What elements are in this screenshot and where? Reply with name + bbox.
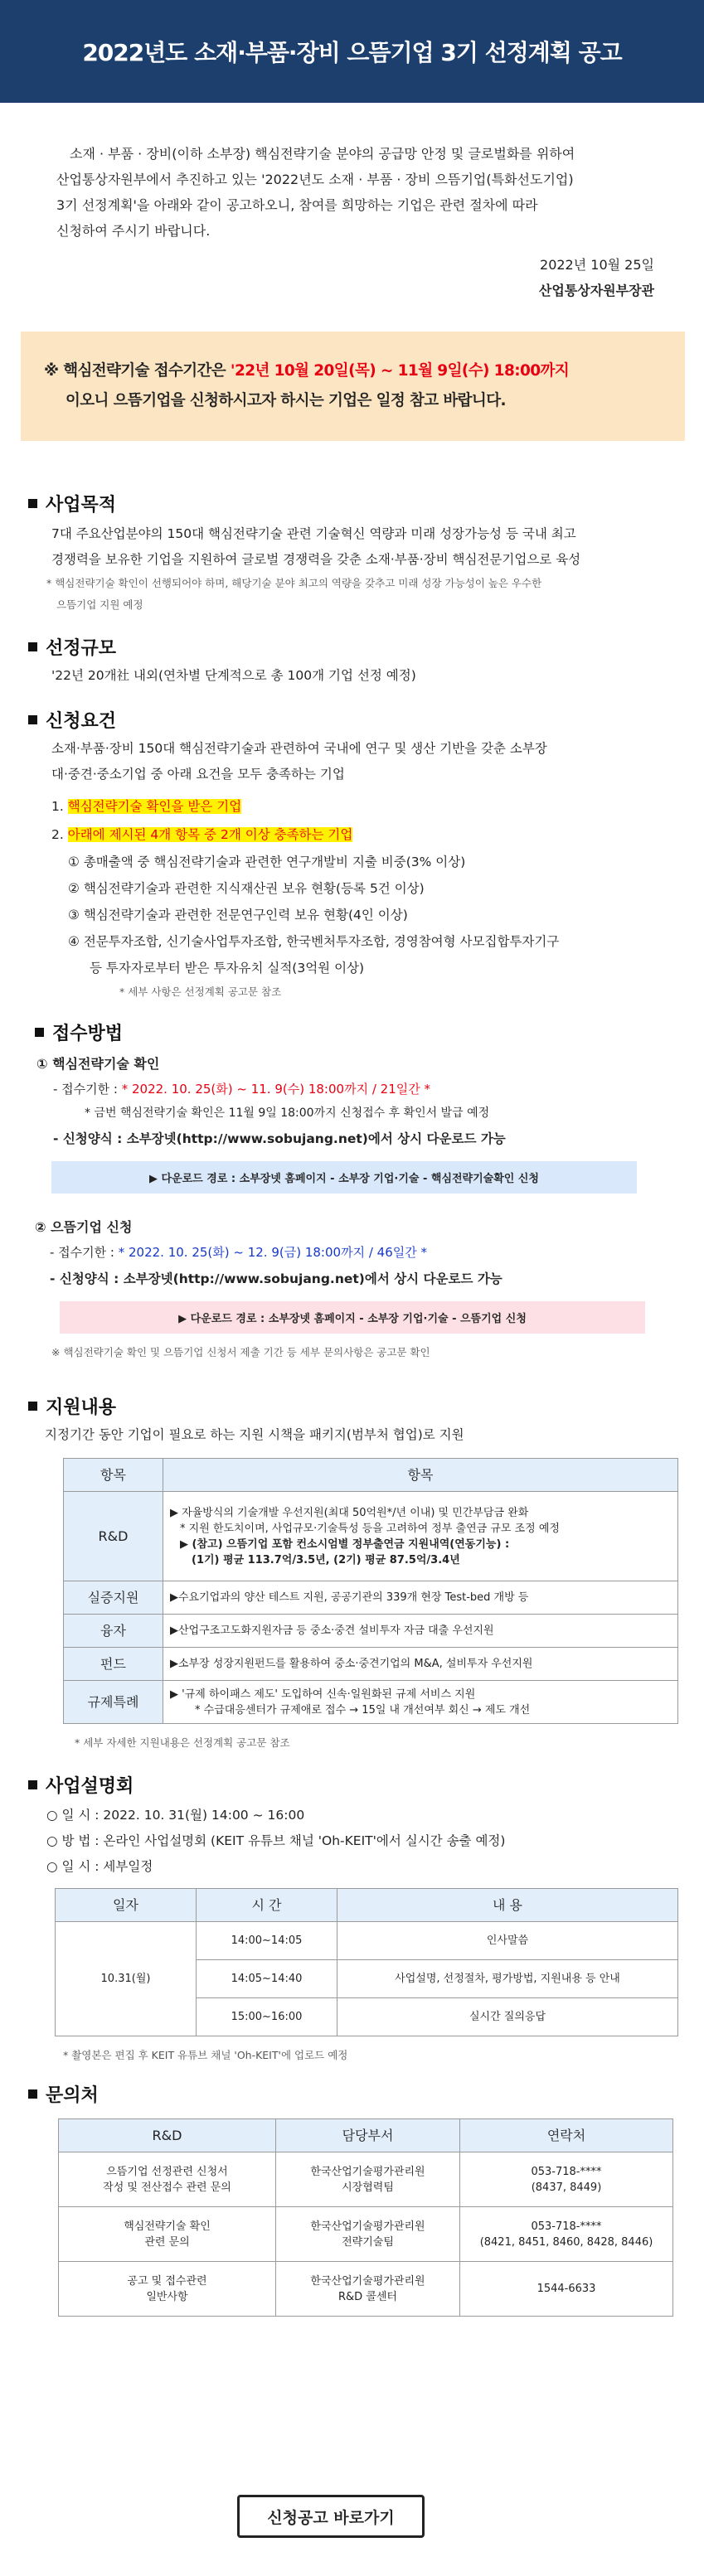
section-title-text: 사업설명회 [46, 1776, 134, 1797]
briefing-table [55, 1888, 678, 2036]
square-bullet-icon [35, 1028, 44, 1037]
cell-line: ▶ '규제 하이패스 제도' 도입하여 신속·일원화된 규제 서비스 지원 [170, 1687, 476, 1701]
table-header: 내 용 [337, 1889, 678, 1922]
download-path-bar[interactable]: ▶ 다운로드 경로 : 소부장넷 홈페이지 - 소부장 기업·기술 - 핵심전략기술확인 신청 [51, 1161, 637, 1194]
section-title-text: 접수방법 [52, 1024, 124, 1044]
cell-line: ▶ 자율방식의 기술개발 우선지원(최대 50억원*/년 이내) 및 민간부담금 완화 [170, 1506, 529, 1519]
contact-cell: 으뜸기업 선정관련 신청서 [106, 2165, 228, 2178]
body-line: 소재·부품·장비 150대 핵심전략기술과 관련하여 국내에 연구 및 생산 기반을 갖춘 소부장 [51, 741, 547, 756]
cell-line: ▶산업구조고도화지원자금 등 중소·중견 설비투자 자금 대출 우선지원 [163, 1615, 678, 1648]
notice-prefix: ※ 핵심전략기술 접수기간은 [44, 362, 231, 380]
table-header: 일자 [56, 1889, 197, 1922]
table-row [64, 1492, 678, 1581]
time-cell: 14:05~14:40 [197, 1960, 337, 1998]
contact-cell: 한국산업기술평가관리원 [310, 2165, 425, 2178]
contact-cell: 전략기술팀 [342, 2235, 394, 2249]
notice-period: '22년 10월 20일(목) ~ 11월 9일(수) 18:00까지 [230, 362, 570, 380]
row-label: R&D [64, 1492, 163, 1581]
contact-ext: (8421, 8451, 8460, 8428, 8446) [479, 2235, 653, 2249]
contact-phone: 053-718-**** [531, 2220, 602, 2233]
table-header: 연락처 [460, 2119, 673, 2152]
row-label: 규제특례 [64, 1681, 163, 1724]
intro-paragraph [0, 103, 704, 303]
square-bullet-icon [28, 499, 37, 508]
row-label: 융자 [64, 1615, 163, 1648]
contact-cell: 일반사항 [146, 2290, 188, 2303]
body-line: 7대 주요산업분야의 150대 핵심전략기술 관련 기술혁신 역량과 미래 성장가능성 등 국내 최고 [51, 526, 576, 541]
support-table [63, 1458, 678, 1724]
body-line: 대·중견·중소기업 중 아래 요건을 모두 충족하는 기업 [51, 767, 345, 782]
apply-b-period: * 2022. 10. 25(화) ~ 12. 9(금) 18:00까지 / 46일간 * [118, 1245, 427, 1260]
contact-cell: 시장협력팀 [342, 2181, 394, 2194]
apply-notice-link-button[interactable] [237, 2495, 425, 2538]
apply-a-form: 소부장넷(http://www.sobujang.net)에서 상시 다운로드 가능 [126, 1131, 506, 1146]
section-title-text: 사업목적 [46, 495, 117, 516]
contact-cell: 공고 및 접수관련 [127, 2274, 207, 2288]
section-purpose [28, 491, 683, 616]
table-row [59, 2152, 673, 2207]
section-title-text: 문의처 [46, 2085, 99, 2106]
row-label: 실증지원 [64, 1581, 163, 1615]
intro-line: 소재 · 부품 · 장비(이하 소부장) 핵심전략기술 분야의 공급망 안정 및 글로벌화를 위하여 [70, 146, 575, 162]
content-cell: 사업설명, 선정절차, 평가방법, 지원내용 등 안내 [337, 1960, 678, 1998]
body-line: '22년 20개社 내외(연차별 단계적으로 총 100개 기업 선정 예정) [51, 668, 416, 683]
table-row [56, 1922, 678, 1960]
contact-cell: 관련 문의 [144, 2235, 190, 2249]
page-title: 2022년도 소재·부품·장비 으뜸기업 3기 선정계획 공고 [82, 39, 622, 66]
section-briefing [28, 1772, 683, 2066]
req-item-1: 핵심전략기술 확인을 받은 기업 [67, 799, 242, 814]
intro-line: 3기 선정계획'을 아래와 같이 공고하오니, 참여를 희망하는 기업은 관련 절차에 따라 [56, 197, 538, 213]
cell-line: ▶수요기업과의 양산 테스트 지원, 공공기관의 339개 현장 Test-bed 개방 등 [163, 1581, 678, 1615]
support-note: * 세부 자세한 지원내용은 선정계획 공고문 참조 [75, 1736, 290, 1749]
briefing-item: ○ 일 시 : 세부일정 [46, 1859, 153, 1874]
section-title-text: 선정규모 [46, 638, 117, 659]
table-row [59, 2262, 673, 2317]
table-header: 담당부서 [276, 2119, 460, 2152]
intro-line: 산업통상자원부에서 추진하고 있는 '2022년도 소재 · 부품 · 장비 으뜸기업(특화선도기업) [56, 172, 574, 187]
square-bullet-icon [28, 715, 37, 724]
section-apply [35, 1019, 682, 1363]
button-label: 신청공고 바로가기 [267, 2508, 395, 2527]
section-title-text: 신청요건 [46, 711, 117, 732]
apply-a-period: * 2022. 10. 25(화) ~ 11. 9(수) 18:00까지 / 21일간 * [121, 1082, 430, 1097]
deadline-notice [21, 332, 685, 441]
cell-line: (1기) 평균 113.7억/3.5년, (2기) 평균 87.5억/3.4년 [192, 1553, 460, 1566]
apply-b-form: 소부장넷(http://www.sobujang.net)에서 상시 다운로드 가능 [123, 1271, 503, 1286]
row-label: 펀드 [64, 1648, 163, 1681]
page-header [0, 0, 704, 103]
briefing-note: * 촬영본은 편집 후 KEIT 유튜브 채널 'Oh-KEIT'에 업로드 예정 [63, 2049, 348, 2061]
apply-label: - 접수기한 : [50, 1245, 119, 1260]
apply-note: ※ 핵심전략기술 확인 및 으뜸기업 신청서 제출 기간 등 세부 문의사항은 공고문 확인 [51, 1346, 430, 1358]
apply-label: - 신청양식 : [50, 1271, 124, 1286]
req-sub-item: ① 총매출액 중 핵심전략기술과 관련한 연구개발비 지출 비중(3% 이상) [68, 855, 466, 869]
time-cell: 15:00~16:00 [197, 1998, 337, 2036]
content-cell: 인사말씀 [337, 1922, 678, 1960]
announce-date: 2022년 10월 25일 [540, 257, 654, 273]
time-cell: 14:00~14:05 [197, 1922, 337, 1960]
apply-a-note: * 금번 핵심전략기술 확인은 11월 9일 18:00까지 신청접수 후 확인서 발급 예정 [85, 1106, 490, 1120]
download-path-bar[interactable]: ▶ 다운로드 경로 : 소부장넷 홈페이지 - 소부장 기업·기술 - 으뜸기업 신청 [60, 1301, 645, 1334]
apply-label: - 신청양식 : [53, 1131, 127, 1146]
section-contact [28, 2081, 683, 2317]
req-number: 2. [51, 827, 64, 842]
table-header: 항목 [163, 1459, 678, 1492]
contact-table [58, 2118, 673, 2317]
square-bullet-icon [28, 1402, 37, 1411]
square-bullet-icon [28, 642, 37, 651]
notice-line2: 이오니 으뜸기업을 신청하시고자 하시는 기업은 일정 참고 바랍니다. [66, 392, 506, 409]
apply-label: - 접수기한 : [53, 1082, 122, 1097]
square-bullet-icon [28, 1780, 37, 1789]
support-desc: 지정기간 동안 기업이 필요로 하는 지원 시책을 패키지(범부처 협업)로 지원 [45, 1427, 464, 1442]
purpose-note: * 핵심전략기술 확인이 선행되어야 하며, 해당기술 분야 최고의 역량을 갖추고 미래 성장 가능성이 높은 우수한 [46, 577, 542, 589]
table-row [64, 1581, 678, 1615]
cell-line: * 지원 한도치이며, 사업규모·기술특성 등을 고려하여 정부 출연금 규모 조정 예정 [180, 1522, 560, 1535]
apply-a-title: ① 핵심전략기술 확인 [36, 1056, 160, 1072]
req-note: * 세부 사항은 선정계획 공고문 참조 [119, 985, 282, 998]
apply-b-title: ② 으뜸기업 신청 [35, 1219, 133, 1235]
table-row [64, 1648, 678, 1681]
contact-cell: 한국산업기술평가관리원 [310, 2274, 425, 2288]
section-title [28, 491, 683, 516]
cell-line: ▶소부장 성장지원펀드를 활용하여 중소·중견기업의 M&A, 설비투자 우선지원 [163, 1648, 678, 1681]
table-row [64, 1615, 678, 1648]
briefing-date: 10.31(월) [56, 1922, 197, 2036]
contact-phone: 053-718-**** [531, 2165, 602, 2178]
intro-line: 신청하여 주시기 바랍니다. [56, 223, 211, 239]
section-scale [28, 634, 683, 689]
table-row [59, 2207, 673, 2262]
req-sub-item: ② 핵심전략기술과 관련한 지식재산권 보유 현황(등록 5건 이상) [68, 881, 425, 896]
section-title-text: 지원내용 [46, 1397, 117, 1418]
req-sub-item: 등 투자자로부터 받은 투자유치 실적(3억원 이상) [90, 961, 365, 976]
contact-cell: 핵심전략기술 확인 [124, 2220, 211, 2233]
cell-line: ▶ (참고) 으뜸기업 포함 컨소시엄별 정부출연금 지원내역(연동기능) : [180, 1537, 510, 1551]
req-sub-item: ④ 전문투자조합, 신기술사업투자조합, 한국벤처투자조합, 경영참여형 사모집합투자기구 [68, 934, 560, 949]
square-bullet-icon [28, 2089, 37, 2099]
req-sub-item: ③ 핵심전략기술과 관련한 전문연구인력 보유 현황(4인 이상) [68, 908, 408, 922]
table-header: 시 간 [197, 1889, 337, 1922]
briefing-item: ○ 일 시 : 2022. 10. 31(월) 14:00 ~ 16:00 [46, 1808, 305, 1823]
contact-cell: 한국산업기술평가관리원 [310, 2220, 425, 2233]
table-header: 항목 [64, 1459, 163, 1492]
table-row [64, 1681, 678, 1724]
contact-phone: 1544-6633 [536, 2283, 596, 2295]
purpose-note: 으뜸기업 지원 예정 [56, 598, 143, 611]
table-header: R&D [59, 2119, 276, 2152]
section-requirements [28, 707, 683, 1003]
body-line: 경쟁력을 보유한 기업을 지원하여 글로벌 경쟁력을 갖춘 소재·부품·장비 핵심전문기업으로 육성 [51, 552, 581, 567]
contact-ext: (8437, 8449) [531, 2181, 602, 2194]
req-number: 1. [51, 799, 64, 814]
contact-cell: 작성 및 전산접수 관련 문의 [103, 2181, 231, 2194]
section-support [28, 1393, 683, 1754]
announce-org: 산업통상자원부장관 [538, 283, 654, 298]
content-cell: 실시간 질의응답 [337, 1998, 678, 2036]
contact-cell: R&D 콜센터 [338, 2290, 397, 2303]
req-item-2: 아래에 제시된 4개 항목 중 2개 이상 충족하는 기업 [67, 827, 353, 842]
briefing-item: ○ 방 법 : 온라인 사업설명회 (KEIT 유튜브 채널 'Oh-KEIT'에서 실시간 송출 예정) [46, 1833, 506, 1848]
cell-line: * 수급대응센터가 규제애로 접수 → 15일 내 개선여부 회신 → 제도 개선 [195, 1703, 531, 1717]
